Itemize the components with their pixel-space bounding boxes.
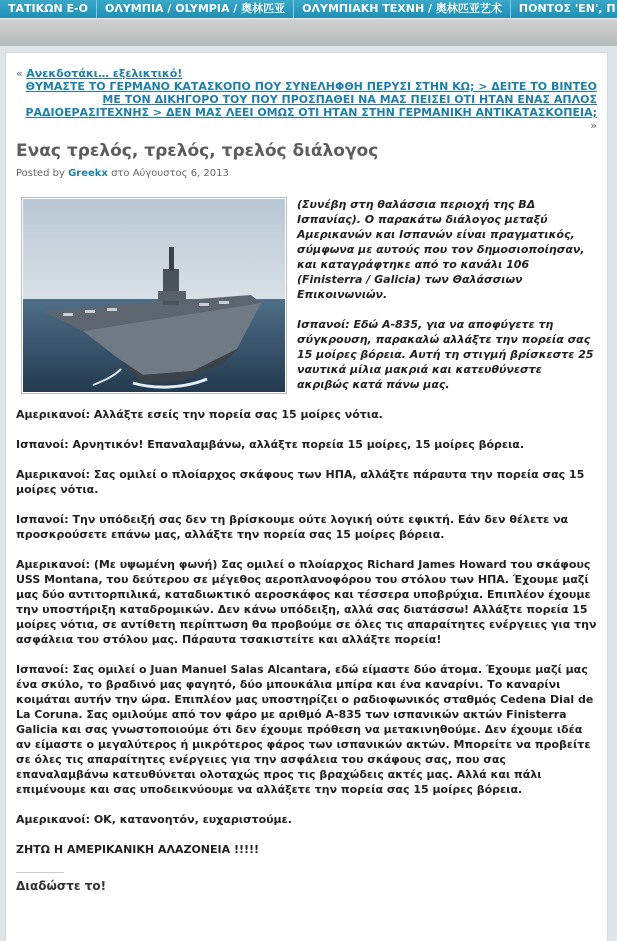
header-band xyxy=(0,18,617,46)
dialogue-paragraph: Ισπανοί: Αρνητικόν! Επαναλαμβάνω, αλλάξτε πορεία 15 μοίρες, 15 μοίρες βόρεια. xyxy=(16,438,525,451)
closing-line: ΖΗΤΩ Η ΑΜΕΡΙΚΑΝΙΚΗ ΑΛΑΖΟΝΕΙΑ !!!!! xyxy=(16,843,260,856)
aircraft-carrier-image xyxy=(21,197,287,394)
share-heading: Διαδώστε το! xyxy=(16,879,107,893)
dialogue-paragraph: Αμερικανοί: Αλλάξτε εσείς την πορεία σας 15 μοίρες νότια. xyxy=(16,408,383,421)
top-navigation xyxy=(0,0,617,18)
next-arrow: » xyxy=(590,119,597,132)
dialogue-paragraph: Αμερικανοί: (Με υψωμένη φωνή) Σας ομιλεί ο πλοίαρχος Richard James Howard του σκάφους USS Montana, του δεύτερου σε μέγεθος αεροπλανοφόρου του στόλου των ΗΠΑ. Έχουμε μαζί μας δύο αντιτορπιλικά, καταδιωκτικό αεροσκάφος και τέσσερα υποβρύχια. Επιπλέον έχουμε την υποστήριξη καταδρομικών. Δεν κάνω υπόδειξη, αλλά σας διατάσσω! Αλλάξτε πορεία 15 μοίρες νότια, σε αντίθετη περίπτωση θα προβούμε σε όλες τις απαραίτητες ενέργειες για την ασφάλεια του στόλου μας. Πάραυτα τσακιστείτε και αλλάξτε πορεία! xyxy=(16,558,597,646)
post-content-area xyxy=(5,52,608,941)
previous-post-link[interactable]: Ανεκδοτάκι… εξελικτικό! xyxy=(26,67,183,80)
nav-item-olympic-art[interactable]: ΟΛΥΜΠΙΑΚΗ ΤΕΧΝΗ / 奥林匹亚艺术 xyxy=(294,0,511,18)
share-divider xyxy=(16,872,64,873)
author-link[interactable]: Greekx xyxy=(68,168,108,179)
next-post-row xyxy=(16,80,597,132)
post-intro: (Συνέβη στη θαλάσσια περιοχή της ΒΔ Ισπανίας). Ο παρακάτω διάλογος μεταξύ Αμερικανών και Ισπανών είναι πραγματικός, σύμφωνα με αυτούς που τον δημοσιοποίησαν, και καταγράφτηκε από το κανάλι 106 (Finisterra / Galicia) των Θαλάσσιων Επικοινωνιών. xyxy=(297,198,585,301)
post-body xyxy=(16,197,597,857)
posted-by-label: Posted by xyxy=(16,168,65,179)
dialogue-paragraph: Αμερικανοί: ΟΚ, κατανοητόν, ευχαριστούμε. xyxy=(16,813,292,826)
prev-arrow: « xyxy=(16,67,23,80)
aircraft-carrier-illustration xyxy=(23,199,285,392)
post-title: Ενας τρελός, τρελός, τρελός διάλογος xyxy=(16,141,379,161)
dialogue-paragraph: Ισπανοί: Εδώ Α-835, για να αποφύγετε τη σύγκρουση, παρακαλώ αλλάξτε την πορεία σας 15 μοίρες βόρεια. Αυτή τη στιγμή βρίσκεστε 25 ναυτικά μίλια μακριά και κατευθύνεστε ακριβώς κατά πάνω μας. xyxy=(297,318,594,391)
post-navigation xyxy=(16,67,597,132)
next-post-link[interactable]: ΘΥΜΑΣΤΕ ΤΟ ΓΕΡΜΑΝΟ ΚΑΤΑΣΚΟΠΟ ΠΟΥ ΣΥΝΕΛΗΦΘΗ ΠΕΡΥΣΙ ΣΤΗΝ ΚΩ; > ΔΕΙΤΕ ΤΟ ΒΙΝΤΕΟ ΜΕ ΤΟΝ ΔΙΚΗΓΟΡΟ ΤΟΥ ΠΟΥ ΠΡΟΣΠΑΘΕΙ ΝΑ ΜΑΣ ΠΕΙΣΕΙ ΟΤΙ ΗΤΑΝ ΕΝΑΣ ΑΠΛΟΣ ΡΑΔΙΟΕΡΑΣΙΤΕΧΝΗΣ > ΔΕΝ ΜΑΣ ΛΕΕΙ ΟΜΩΣ ΟΤΙ ΗΤΑΝ ΣΤΗΝ ΓΕΡΜΑΝΙΚΗ ΑΝΤΙΚΑΤΑΣΚΟΠΕΙΑ; xyxy=(25,80,597,119)
nav-item-olympia[interactable]: ΟΛΥΜΠΙΑ / OLYMPIA / 奥林匹亚 xyxy=(97,0,294,18)
nav-item-pontos[interactable]: ΠΟΝΤΟΣ 'ΕΝ', Π xyxy=(511,0,617,18)
dialogue-paragraph: Ισπανοί: Την υπόδειξή σας δεν τη βρίσκουμε ούτε λογική ούτε εφικτή. Εάν δεν θέλετε να προσκρούσετε επάνω μας, αλλάξτε την πορεία σας 15 μοίρες βόρεια. xyxy=(16,513,569,541)
post-date: στο Αύγουστος 6, 2013 xyxy=(111,168,229,179)
nav-item-1[interactable]: ΤΑΤΙΚΩΝ Ε-Ο xyxy=(0,0,97,18)
previous-post-row xyxy=(16,67,597,80)
dialogue-paragraph: Ισπανοί: Σας ομιλεί ο Juan Manuel Salas Alcantara, εδώ είμαστε δύο άτομα. Έχουμε μαζί μας ένα σκύλο, το βραδινό μας φαγητό, δύο μπουκάλια μπίρα και ένα καναρίνι. Το καναρίνι κοιμάται αυτήν την ώρα. Επιπλέον μας υποστηρίζει ο ραδιοφωνικός σταθμός Cedena Dial de La Coruna. Σας ομιλούμε από τον φάρο με αριθμό Α-835 των ισπανικών ακτών Finisterra Galicia και σας γνωστοποιούμε ότι δεν έχουμε πρόθεση να μετακινηθούμε. Δεν έχουμε ιδέα αν είμαστε ο μεγαλύτερος ή μικρότερος φάρος των ισπανικών ακτών. Μπορείτε να προβείτε σε όλες τις απαραίτητες ενέργειες για την ασφάλεια του σκάφους σας, που σας επαναλαμβάνω κατευθύνεται ολοταχώς προς τις βραχώδεις ακτές μας. Αλλά και πάλι επιμένουμε και σας υποδεικνύουμε να αλλάξετε την πορεία σας 15 μοίρες βόρεια. xyxy=(16,663,594,796)
post-meta xyxy=(16,168,597,179)
dialogue-paragraph: Αμερικανοί: Σας ομιλεί ο πλοίαρχος σκάφους των ΗΠΑ, αλλάξτε πάραυτα την πορεία σας 15 μοίρες νότια. xyxy=(16,468,585,496)
